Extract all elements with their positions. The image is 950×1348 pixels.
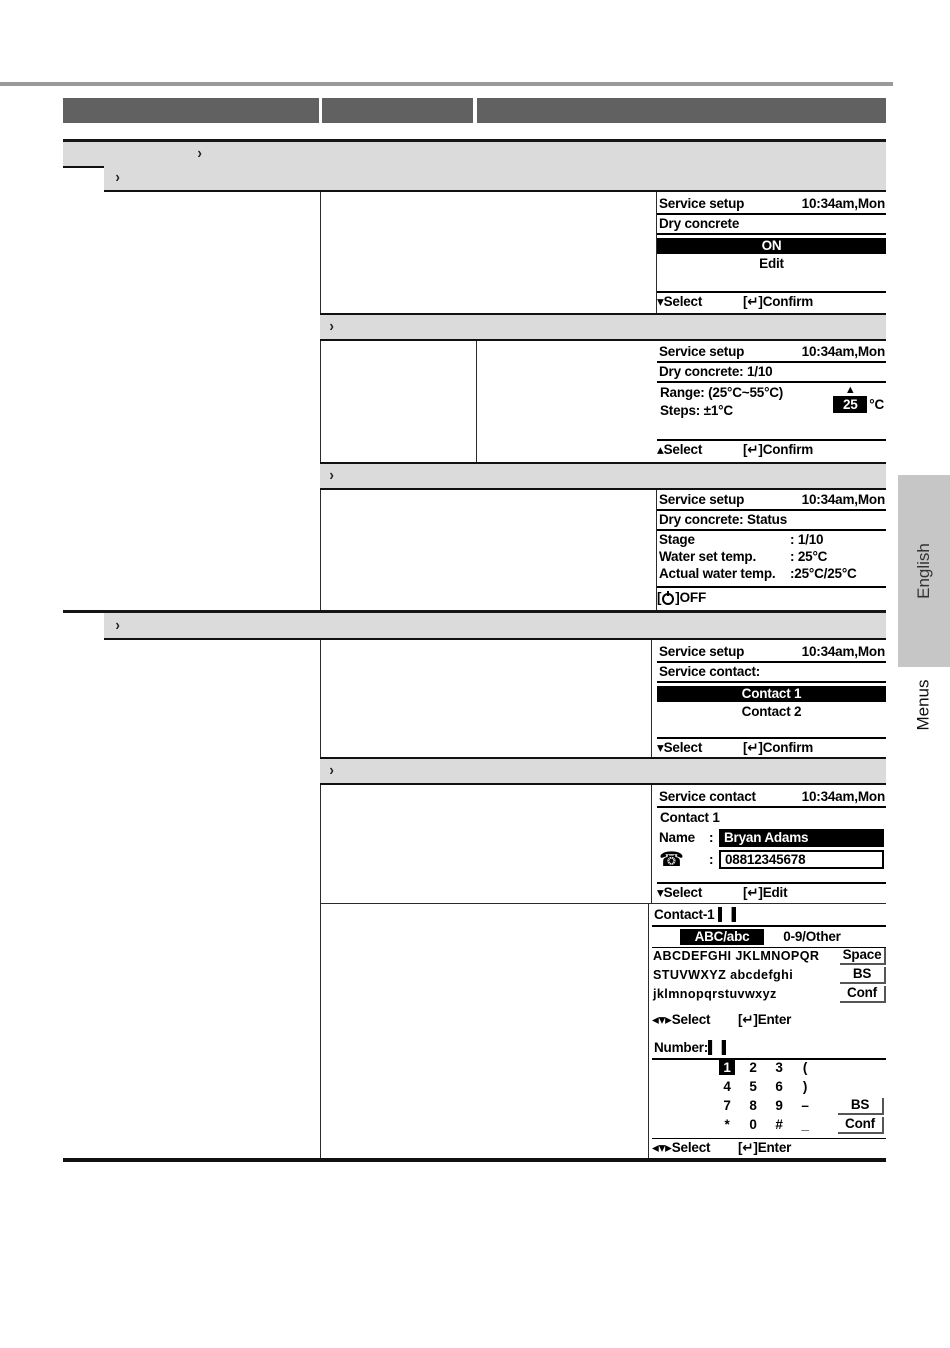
key-star[interactable]: * (724, 1117, 730, 1132)
lcd-clock: 10:34am,Mon (801, 344, 885, 359)
status-row (657, 548, 886, 565)
hint-select: ▴Select (657, 442, 703, 457)
status-value: : 1/10 (790, 532, 824, 547)
power-icon (662, 593, 674, 605)
menu-path-level3-status[interactable] (320, 462, 886, 490)
status-value: :25°C/25°C (790, 566, 857, 581)
space-key[interactable]: Space (840, 948, 886, 965)
confirm-key[interactable]: Conf (838, 1117, 884, 1134)
side-tab-english (898, 475, 950, 667)
lcd-screen-dry-concrete-status (657, 492, 886, 606)
hint-select: ◂▾▸Select (652, 1012, 711, 1027)
lcd-submenu-title: Dry concrete: 1/10 (657, 363, 886, 383)
lcd-screen-dry-concrete-edit (657, 344, 886, 458)
key-close-paren[interactable]: ) (802, 1079, 808, 1094)
menu-path-level2-service-contact[interactable] (104, 613, 886, 640)
range-text: Range: (25°C~55°C) (660, 385, 784, 400)
lcd-clock: 10:34am,Mon (801, 789, 885, 804)
hint-confirm: [↵]Confirm (743, 294, 814, 309)
status-row (657, 565, 886, 582)
arrow-down-icon: ▾ (657, 294, 664, 309)
tab-letters[interactable]: ABC/abc (680, 929, 764, 945)
table-divider (320, 904, 321, 1158)
hint-confirm: [↵]Confirm (743, 442, 814, 457)
chevron-right-icon: › (329, 467, 334, 484)
table-divider (648, 904, 649, 1158)
table-divider (320, 490, 321, 610)
lcd-submenu-title: Dry concrete (657, 215, 886, 235)
page-top-rule (0, 82, 893, 86)
option-contact-2[interactable]: Contact 2 (741, 704, 802, 719)
hint-select: ◂▾▸Select (652, 1140, 711, 1155)
key-8[interactable]: 8 (749, 1098, 757, 1113)
table-header-col2 (322, 98, 473, 123)
number-entry-field[interactable]: Number: █ (652, 1040, 886, 1060)
phone-icon: ☎ (659, 848, 684, 871)
key-7[interactable]: 7 (723, 1098, 731, 1113)
text-entry-field[interactable]: Contact-1 █ (652, 907, 886, 927)
chevron-right-icon: › (197, 145, 202, 162)
temperature-spinner[interactable] (833, 385, 884, 413)
power-status: [ ] OFF (657, 586, 886, 606)
key-hash[interactable]: # (775, 1117, 783, 1132)
table-divider (320, 341, 321, 462)
table-divider (651, 785, 652, 903)
key-open-paren[interactable]: ( (802, 1060, 808, 1075)
keyboard-row-2[interactable]: STUVWXYZ abcdefghi (653, 968, 794, 982)
text-cursor: █ (708, 1040, 726, 1055)
status-label: Water set temp. (659, 549, 757, 564)
backspace-key[interactable]: BS (838, 1098, 884, 1115)
key-underscore[interactable]: _ (801, 1117, 809, 1132)
option-edit[interactable]: Edit (759, 256, 784, 271)
backspace-key[interactable]: BS (840, 967, 886, 984)
lcd-screen-contact-details: Service contact 10:34am,Mon Contact 1 Name : Bryan Adams ☎ : 08812345678 ▾Select [↵]Edit (657, 789, 885, 900)
side-tab-menus (898, 668, 950, 742)
table-header-col3 (477, 98, 886, 123)
keyboard-row-3[interactable]: jklmnopqrstuvwxyz (653, 987, 777, 1001)
lcd-submenu-title: Service contact: (657, 663, 886, 683)
hint-edit: [↵]Edit (743, 885, 788, 900)
key-3[interactable]: 3 (775, 1060, 783, 1075)
language-label: English (914, 543, 934, 599)
arrow-nav-icon: ◂▾▸ (652, 1012, 672, 1027)
table-divider (651, 640, 652, 757)
lcd-screen-number-keypad (652, 1040, 886, 1156)
key-2[interactable]: 2 (749, 1060, 757, 1075)
option-on[interactable]: ON (657, 238, 886, 254)
confirm-key[interactable]: Conf (840, 986, 886, 1003)
steps-text: Steps: ±1°C (660, 403, 733, 418)
key-4[interactable]: 4 (723, 1079, 731, 1094)
key-5[interactable]: 5 (749, 1079, 757, 1094)
arrow-down-icon: ▾ (657, 740, 664, 755)
table-divider (320, 903, 886, 904)
contact-phone-field[interactable]: 08812345678 (719, 850, 884, 869)
arrow-down-icon: ▾ (657, 885, 664, 900)
enter-key-icon: [↵] (743, 740, 763, 755)
chevron-right-icon: › (329, 318, 334, 335)
key-dash[interactable]: – (801, 1098, 809, 1113)
chevron-right-icon: › (329, 762, 334, 779)
key-9[interactable]: 9 (775, 1098, 783, 1113)
keyboard-row-1[interactable]: ABCDEFGHI JKLMNOPQR (653, 949, 820, 963)
arrow-nav-icon: ◂▾▸ (652, 1140, 672, 1155)
lcd-clock: 10:34am,Mon (801, 492, 885, 507)
enter-key-icon: [↵] (743, 294, 763, 309)
option-contact-1[interactable]: Contact 1 (657, 686, 886, 702)
table-bottom-rule (63, 1158, 886, 1162)
hint-enter: [↵]Enter (738, 1012, 792, 1027)
enter-key-icon: [↵] (743, 885, 763, 900)
lcd-title: Service setup (659, 492, 745, 507)
chevron-right-icon: › (115, 616, 120, 634)
enter-key-icon: [↵] (738, 1012, 758, 1027)
lcd-title: Service setup (659, 344, 745, 359)
tab-numbers[interactable]: 0-9/Other (783, 929, 841, 944)
chevron-right-icon: › (115, 169, 120, 186)
temperature-value: 25 (833, 396, 867, 413)
hint-select: ▾Select (657, 885, 703, 900)
hint-select: ▾Select (657, 740, 703, 755)
lcd-screen-text-keypad (652, 907, 886, 1028)
menu-path-level3-contact[interactable] (320, 757, 886, 785)
lcd-clock: 10:34am,Mon (801, 196, 885, 211)
text-cursor: █ (718, 907, 736, 922)
arrow-up-icon: ▴ (657, 442, 664, 457)
table-divider (476, 341, 477, 462)
menu-path-level1[interactable] (63, 139, 886, 166)
arrow-up-icon[interactable]: ▲ (844, 384, 856, 396)
key-1[interactable]: 1 (714, 1060, 740, 1079)
table-divider (320, 640, 321, 757)
hint-select: ▾Select (657, 294, 703, 309)
lcd-title: Service contact (659, 789, 756, 804)
status-label: Actual water temp. (659, 566, 776, 581)
contact-name-heading: Contact 1 (660, 810, 720, 825)
status-label: Stage (659, 532, 695, 547)
status-value: : 25°C (790, 549, 828, 564)
lcd-screen-service-contact-menu (657, 644, 886, 756)
enter-key-icon: [↵] (738, 1140, 758, 1155)
key-6[interactable]: 6 (775, 1079, 783, 1094)
contact-name-field[interactable]: Bryan Adams (719, 829, 884, 847)
lcd-screen-dry-concrete-menu (657, 196, 886, 310)
lcd-title: Service setup (659, 196, 745, 211)
status-row (657, 531, 886, 548)
lcd-title: Service setup (659, 644, 745, 659)
lcd-clock: 10:34am,Mon (801, 644, 885, 659)
enter-key-icon: [↵] (743, 442, 763, 457)
table-header-col1 (63, 98, 319, 123)
hint-confirm: [↵]Confirm (743, 740, 814, 755)
lcd-submenu-title: Dry concrete: Status (657, 511, 886, 531)
temperature-unit: °C (869, 397, 884, 412)
key-0[interactable]: 0 (749, 1117, 757, 1132)
section-label: Menus (914, 679, 933, 731)
hint-enter: [↵]Enter (738, 1140, 792, 1155)
name-label: Name (659, 829, 695, 845)
table-divider (320, 192, 321, 313)
menu-path-level3-edit[interactable] (320, 313, 886, 341)
table-divider (320, 785, 321, 903)
menu-path-level2-dry-concrete[interactable] (104, 166, 886, 192)
power-state: OFF (679, 590, 706, 605)
